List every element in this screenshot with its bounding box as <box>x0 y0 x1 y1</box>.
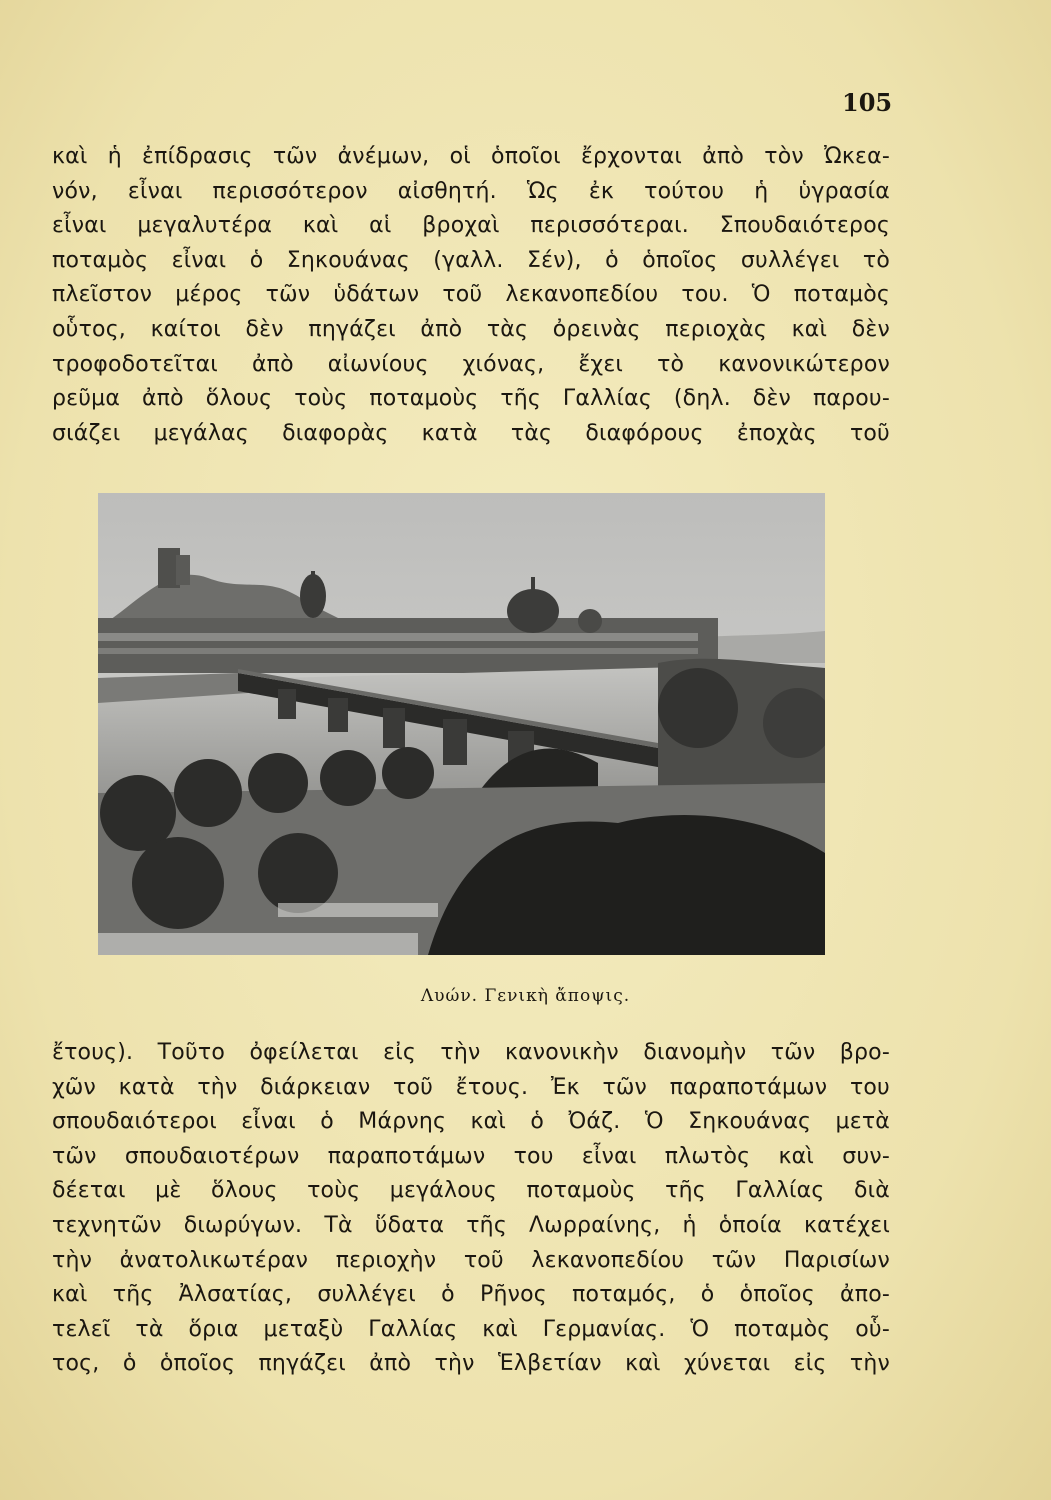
text-line: πλεῖστον μέρος τῶν ὑδάτων τοῦ λεκανοπεδίου του. Ὁ ποταμὸς <box>52 282 890 308</box>
text-line: ρεῦμα ἀπὸ ὅλους τοὺς ποταμοὺς τῆς Γαλλίας (δηλ. δὲν παρου- <box>52 386 890 412</box>
text-line: τὴν ἀνατολικωτέραν περιοχὴν τοῦ λεκανοπεδίου τῶν Παρισίων <box>52 1247 890 1273</box>
text-line: χῶν κατὰ τὴν διάρκειαν τοῦ ἔτους. Ἐκ τῶν παραποτάμων του <box>52 1074 890 1100</box>
text-line: δέεται μὲ ὅλους τοὺς μεγάλους ποταμοὺς τῆς Γαλλίας διὰ <box>52 1178 890 1204</box>
page-number: 105 <box>842 88 893 117</box>
text-line: οὗτος, καίτοι δὲν πηγάζει ἀπὸ τὰς ὀρεινὰς περιοχὰς καὶ δὲν <box>52 316 890 342</box>
text-line: τελεῖ τὰ ὅρια μεταξὺ Γαλλίας καὶ Γερμανίας. Ὁ ποταμὸς οὗ- <box>52 1316 890 1342</box>
text-line: τεχνητῶν διωρύγων. Τὰ ὕδατα τῆς Λωρραίνης, ἡ ὁποία κατέχει <box>52 1212 890 1238</box>
text-line: τῶν σπουδαιοτέρων παραποτάμων του εἶναι πλωτὸς καὶ συν- <box>52 1143 890 1169</box>
text-line: τος, ὁ ὁποῖος πηγάζει ἀπὸ τὴν Ἑλβετίαν καὶ χύνεται εἰς τὴν <box>52 1351 890 1377</box>
paragraph-bottom <box>52 1036 890 1382</box>
text-line: καὶ ἡ ἐπίδρασις τῶν ἀνέμων, οἱ ὁποῖοι ἔρχονται ἀπὸ τὸν Ὠκεα- <box>52 144 890 169</box>
lyon-panorama-illustration <box>98 493 825 955</box>
text-line: εἶναι μεγαλυτέρα καὶ αἱ βροχαὶ περισσότεραι. Σπουδαιότερος <box>52 213 890 239</box>
text-line: νόν, εἶναι περισσότερον αἰσθητή. Ὡς ἐκ τούτου ἡ ὑγρασία <box>52 178 890 204</box>
text-line: σιάζει μεγάλας διαφορὰς κατὰ τὰς διαφόρους ἐποχὰς τοῦ <box>52 420 890 446</box>
text-line: ποταμὸς εἶναι ὁ Σηκουάνας (γαλλ. Σέν), ὁ ὁποῖος συλλέγει τὸ <box>52 247 890 273</box>
lyon-photo <box>98 493 825 955</box>
paragraph-top <box>52 140 890 451</box>
text-line: ἔτους). Τοῦτο ὀφείλεται εἰς τὴν κανονικὴν διανομὴν τῶν βρο- <box>52 1040 890 1065</box>
text-line: σπουδαιότεροι εἶναι ὁ Μάρνης καὶ ὁ Ὀάζ. Ὁ Σηκουάνας μετὰ <box>52 1109 890 1135</box>
text-line: τροφοδοτεῖται ἀπὸ αἰωνίους χιόνας, ἔχει τὸ κανονικώτερον <box>52 351 890 377</box>
text-line: καὶ τῆς Ἀλσατίας, συλλέγει ὁ Ρῆνος ποταμός, ὁ ὁποῖος ἀπο- <box>52 1282 890 1308</box>
photo-caption: Λυών. Γενικὴ ἄποψις. <box>420 986 631 1006</box>
